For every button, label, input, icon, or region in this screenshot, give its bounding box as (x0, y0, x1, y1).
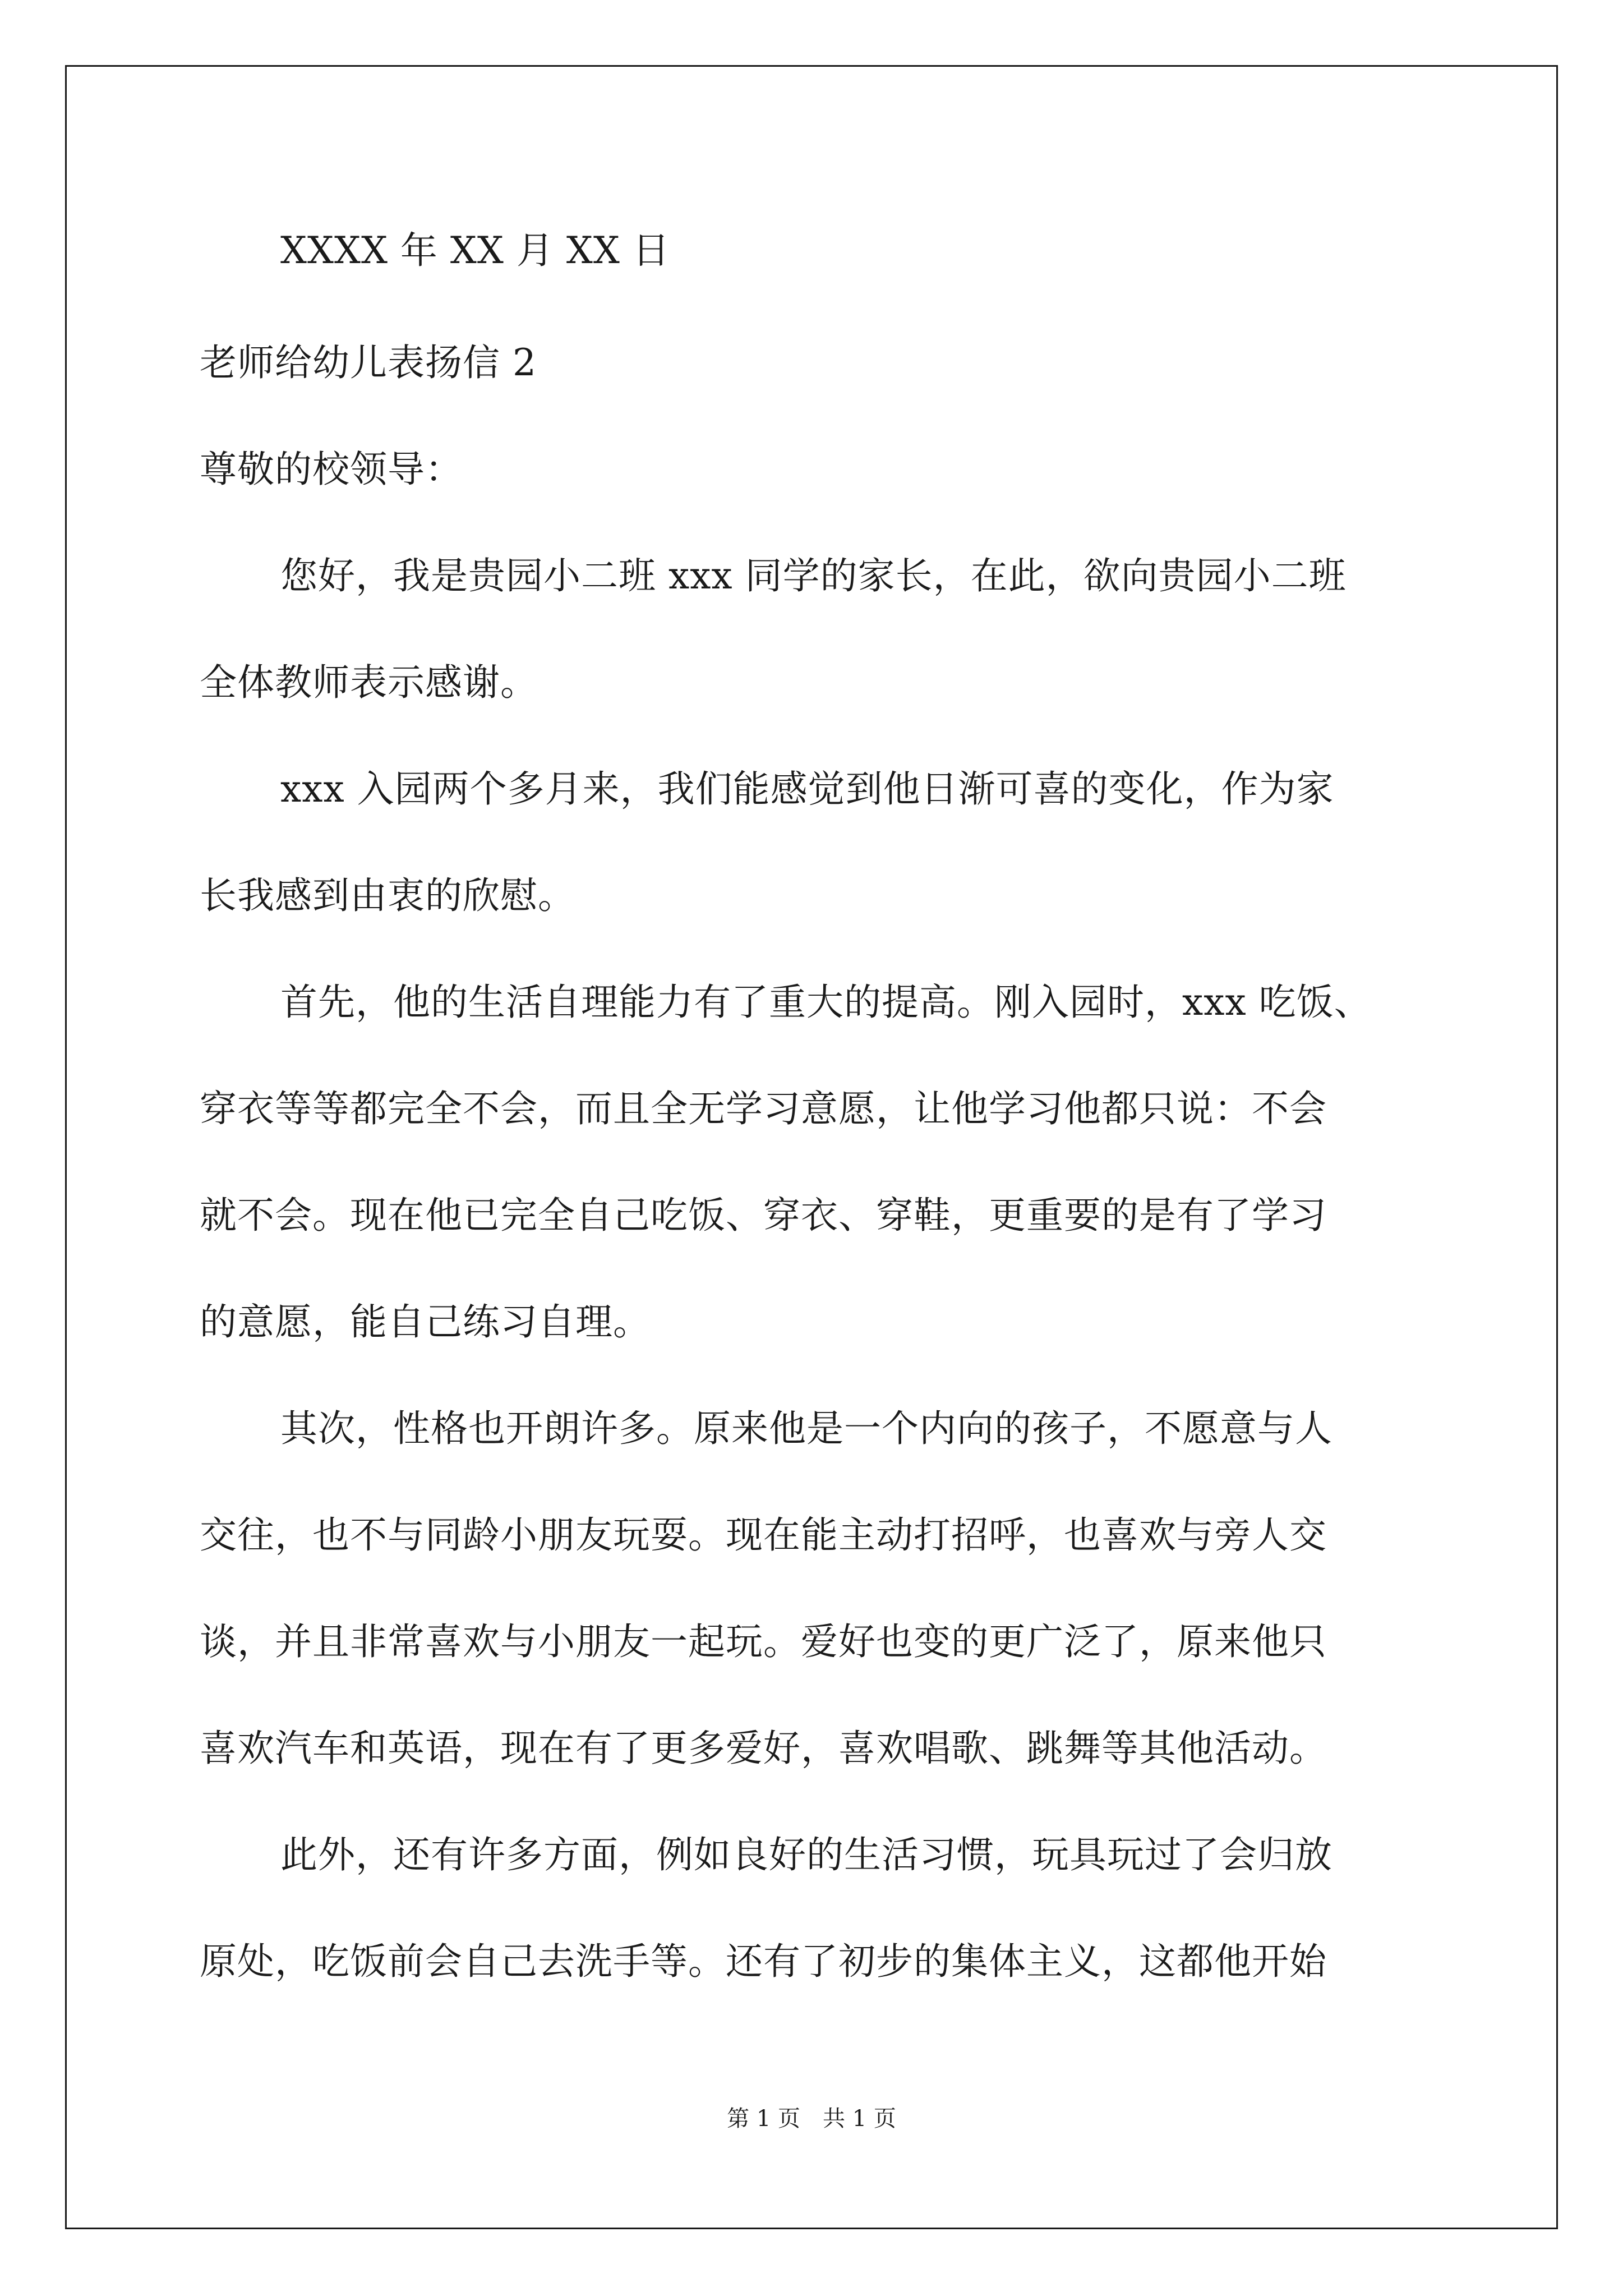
body-line: 穿衣等等都完全不会，而且全无学习意愿，让他学习他都只说：不会 (200, 1087, 1327, 1130)
body-line: 全体教师表示感谢。 (200, 661, 538, 704)
body-line: 其次，性格也开朗许多。原来他是一个内向的孩子，不愿意与人 (280, 1407, 1332, 1450)
salutation: 尊敬的校领导： (200, 448, 463, 491)
body-line: 此外，还有许多方面，例如良好的生活习惯，玩具玩过了会归放 (280, 1833, 1332, 1876)
document-title: 老师给幼儿表扬信 2 (200, 341, 537, 384)
body-line: 就不会。现在他已完全自己吃饭、穿衣、穿鞋，更重要的是有了学习 (200, 1194, 1327, 1237)
body-line: 的意愿，能自己练习自理。 (200, 1300, 651, 1343)
body-line: 首先，他的生活自理能力有了重大的提高。刚入园时，xxx 吃饭、 (280, 981, 1372, 1024)
body-line: 您好，我是贵园小二班 xxx 同学的家长，在此，欲向贵园小二班 (280, 554, 1347, 597)
body-line: 喜欢汽车和英语，现在有了更多爱好，喜欢唱歌、跳舞等其他活动。 (200, 1727, 1327, 1770)
body-line: 谈，并且非常喜欢与小朋友一起玩。爱好也变的更广泛了，原来他只 (200, 1620, 1327, 1663)
body-line: xxx 入园两个多月来，我们能感觉到他日渐可喜的变化，作为家 (280, 767, 1334, 811)
body-line: 交往，也不与同龄小朋友玩耍。现在能主动打招呼，也喜欢与旁人交 (200, 1513, 1327, 1557)
page-border (65, 65, 1558, 2229)
date-line: XXXX 年 XX 月 XX 日 (280, 229, 670, 272)
page-number-footer: 第 1 页 共 1 页 (727, 2106, 896, 2132)
body-line: 长我感到由衷的欣慰。 (200, 874, 575, 917)
body-line: 原处，吃饭前会自己去洗手等。还有了初步的集体主义，这都他开始 (200, 1940, 1327, 1983)
